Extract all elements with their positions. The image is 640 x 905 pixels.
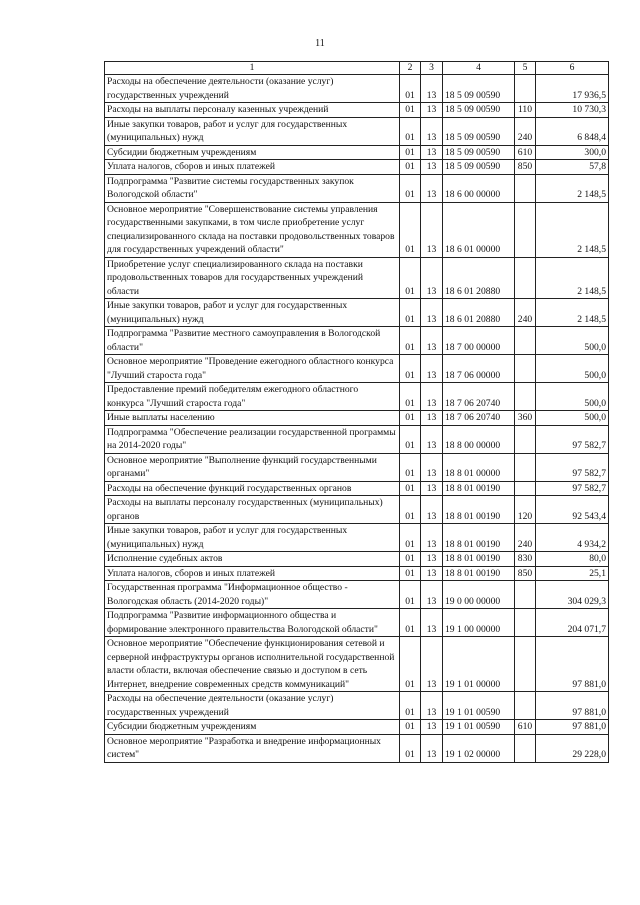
row-target-code: 18 5 09 00590 bbox=[443, 103, 515, 118]
row-target-code: 19 1 00 00000 bbox=[443, 609, 515, 637]
row-target-code: 18 7 06 20740 bbox=[443, 383, 515, 411]
row-subsection: 13 bbox=[421, 117, 443, 145]
row-name: Иные закупки товаров, работ и услуг для государственных (муниципальных) нужд bbox=[105, 524, 400, 552]
row-target-code: 18 8 01 00190 bbox=[443, 496, 515, 524]
row-amount: 29 228,0 bbox=[536, 734, 609, 762]
row-subsection: 13 bbox=[421, 734, 443, 762]
header-col-4: 4 bbox=[443, 62, 515, 75]
header-row bbox=[105, 62, 609, 75]
table-row bbox=[105, 202, 609, 257]
row-amount: 500,0 bbox=[536, 327, 609, 355]
row-target-code: 18 8 01 00000 bbox=[443, 453, 515, 481]
row-target-code: 18 7 00 00000 bbox=[443, 327, 515, 355]
row-amount: 4 934,2 bbox=[536, 524, 609, 552]
page-number: 11 bbox=[315, 38, 325, 49]
row-subsection: 13 bbox=[421, 496, 443, 524]
table-row bbox=[105, 383, 609, 411]
row-amount: 500,0 bbox=[536, 411, 609, 426]
row-subsection: 13 bbox=[421, 299, 443, 327]
row-name: Основное мероприятие "Выполнение функций государственными органами" bbox=[105, 453, 400, 481]
row-amount: 97 582,7 bbox=[536, 453, 609, 481]
row-target-code: 18 5 09 00590 bbox=[443, 160, 515, 175]
table-row bbox=[105, 145, 609, 160]
row-section: 01 bbox=[400, 552, 421, 567]
row-name: Иные закупки товаров, работ и услуг для государственных (муниципальных) нужд bbox=[105, 117, 400, 145]
budget-table bbox=[104, 61, 609, 763]
row-subsection: 13 bbox=[421, 75, 443, 103]
row-name: Уплата налогов, сборов и иных платежей bbox=[105, 160, 400, 175]
table-row bbox=[105, 327, 609, 355]
row-section: 01 bbox=[400, 481, 421, 496]
row-expense-type bbox=[515, 637, 536, 692]
row-target-code: 19 0 00 00000 bbox=[443, 581, 515, 609]
row-section: 01 bbox=[400, 327, 421, 355]
row-amount: 97 881,0 bbox=[536, 637, 609, 692]
row-expense-type: 850 bbox=[515, 566, 536, 581]
table-row bbox=[105, 552, 609, 567]
row-subsection: 13 bbox=[421, 383, 443, 411]
row-section: 01 bbox=[400, 524, 421, 552]
row-expense-type: 830 bbox=[515, 552, 536, 567]
table-row bbox=[105, 566, 609, 581]
row-target-code: 18 7 06 00000 bbox=[443, 355, 515, 383]
row-amount: 2 148,5 bbox=[536, 257, 609, 299]
row-expense-type bbox=[515, 355, 536, 383]
table-row bbox=[105, 174, 609, 202]
row-name: Расходы на обеспечение функций государственных органов bbox=[105, 481, 400, 496]
row-name: Основное мероприятие "Обеспечение функционирования сетевой и серверной инфраструктуры органов исполнительной государственной власти области, включая обеспечение связью и доступом в сеть Интернет, внедрение современных средств коммуникаций" bbox=[105, 637, 400, 692]
row-subsection: 13 bbox=[421, 552, 443, 567]
row-expense-type bbox=[515, 202, 536, 257]
row-section: 01 bbox=[400, 609, 421, 637]
row-subsection: 13 bbox=[421, 174, 443, 202]
row-target-code: 18 5 09 00590 bbox=[443, 117, 515, 145]
table-row bbox=[105, 411, 609, 426]
table-row bbox=[105, 355, 609, 383]
row-section: 01 bbox=[400, 453, 421, 481]
row-section: 01 bbox=[400, 174, 421, 202]
row-section: 01 bbox=[400, 734, 421, 762]
row-target-code: 19 1 02 00000 bbox=[443, 734, 515, 762]
row-section: 01 bbox=[400, 75, 421, 103]
row-name: Основное мероприятие "Совершенствование системы управления государственными закупками, в том числе приобретение услуг специализированного склада на поставки продовольственных товаров для государственных учреждений области" bbox=[105, 202, 400, 257]
row-amount: 2 148,5 bbox=[536, 202, 609, 257]
table-row bbox=[105, 637, 609, 692]
table-row bbox=[105, 299, 609, 327]
row-amount: 97 881,0 bbox=[536, 720, 609, 735]
row-subsection: 13 bbox=[421, 145, 443, 160]
row-expense-type bbox=[515, 174, 536, 202]
row-section: 01 bbox=[400, 103, 421, 118]
row-subsection: 13 bbox=[421, 160, 443, 175]
header-col-5: 5 bbox=[515, 62, 536, 75]
table-row bbox=[105, 496, 609, 524]
row-subsection: 13 bbox=[421, 524, 443, 552]
row-subsection: 13 bbox=[421, 103, 443, 118]
row-name: Подпрограмма "Развитие информационного общества и формирование электронного правительства Вологодской области" bbox=[105, 609, 400, 637]
row-subsection: 13 bbox=[421, 481, 443, 496]
header-col-3: 3 bbox=[421, 62, 443, 75]
table-row bbox=[105, 692, 609, 720]
row-name: Субсидии бюджетным учреждениям bbox=[105, 145, 400, 160]
row-expense-type: 610 bbox=[515, 720, 536, 735]
header-col-6: 6 bbox=[536, 62, 609, 75]
table-row bbox=[105, 481, 609, 496]
row-expense-type: 110 bbox=[515, 103, 536, 118]
row-target-code: 18 6 01 20880 bbox=[443, 257, 515, 299]
row-target-code: 18 5 09 00590 bbox=[443, 75, 515, 103]
row-target-code: 18 6 00 00000 bbox=[443, 174, 515, 202]
table-row bbox=[105, 103, 609, 118]
row-target-code: 19 1 01 00590 bbox=[443, 692, 515, 720]
row-section: 01 bbox=[400, 411, 421, 426]
row-amount: 304 029,3 bbox=[536, 581, 609, 609]
row-amount: 500,0 bbox=[536, 383, 609, 411]
row-amount: 17 936,5 bbox=[536, 75, 609, 103]
row-amount: 500,0 bbox=[536, 355, 609, 383]
row-target-code: 18 8 00 00000 bbox=[443, 425, 515, 453]
row-amount: 10 730,3 bbox=[536, 103, 609, 118]
row-section: 01 bbox=[400, 581, 421, 609]
row-name: Подпрограмма "Развитие системы государственных закупок Вологодской области" bbox=[105, 174, 400, 202]
row-section: 01 bbox=[400, 720, 421, 735]
table-row bbox=[105, 453, 609, 481]
row-subsection: 13 bbox=[421, 411, 443, 426]
row-name: Расходы на обеспечение деятельности (оказание услуг) государственных учреждений bbox=[105, 692, 400, 720]
row-amount: 25,1 bbox=[536, 566, 609, 581]
row-expense-type: 120 bbox=[515, 496, 536, 524]
row-name: Иные закупки товаров, работ и услуг для государственных (муниципальных) нужд bbox=[105, 299, 400, 327]
row-section: 01 bbox=[400, 202, 421, 257]
row-subsection: 13 bbox=[421, 425, 443, 453]
table-row bbox=[105, 257, 609, 299]
row-target-code: 18 7 06 20740 bbox=[443, 411, 515, 426]
row-name: Предоставление премий победителям ежегодного областного конкурса "Лучший староста года" bbox=[105, 383, 400, 411]
table-row bbox=[105, 75, 609, 103]
row-amount: 2 148,5 bbox=[536, 299, 609, 327]
row-target-code: 18 6 01 00000 bbox=[443, 202, 515, 257]
row-subsection: 13 bbox=[421, 453, 443, 481]
row-target-code: 18 8 01 00190 bbox=[443, 566, 515, 581]
row-section: 01 bbox=[400, 257, 421, 299]
table-row bbox=[105, 117, 609, 145]
table-row bbox=[105, 524, 609, 552]
row-section: 01 bbox=[400, 299, 421, 327]
row-subsection: 13 bbox=[421, 327, 443, 355]
row-name: Субсидии бюджетным учреждениям bbox=[105, 720, 400, 735]
row-subsection: 13 bbox=[421, 355, 443, 383]
row-section: 01 bbox=[400, 692, 421, 720]
row-expense-type bbox=[515, 453, 536, 481]
row-expense-type bbox=[515, 692, 536, 720]
row-name: Основное мероприятие "Разработка и внедрение информационных систем" bbox=[105, 734, 400, 762]
row-expense-type: 240 bbox=[515, 299, 536, 327]
row-name: Подпрограмма "Обеспечение реализации государственной программы на 2014-2020 годы" bbox=[105, 425, 400, 453]
row-subsection: 13 bbox=[421, 692, 443, 720]
row-name: Подпрограмма "Развитие местного самоуправления в Вологодской области" bbox=[105, 327, 400, 355]
table-row bbox=[105, 581, 609, 609]
row-name: Исполнение судебных актов bbox=[105, 552, 400, 567]
row-target-code: 19 1 01 00590 bbox=[443, 720, 515, 735]
header-col-1: 1 bbox=[105, 62, 400, 75]
row-expense-type: 360 bbox=[515, 411, 536, 426]
row-target-code: 18 8 01 00190 bbox=[443, 481, 515, 496]
row-subsection: 13 bbox=[421, 581, 443, 609]
row-subsection: 13 bbox=[421, 566, 443, 581]
row-section: 01 bbox=[400, 637, 421, 692]
row-section: 01 bbox=[400, 160, 421, 175]
table-row bbox=[105, 609, 609, 637]
row-target-code: 18 6 01 20880 bbox=[443, 299, 515, 327]
row-expense-type bbox=[515, 609, 536, 637]
row-expense-type: 240 bbox=[515, 117, 536, 145]
row-amount: 97 881,0 bbox=[536, 692, 609, 720]
row-name: Расходы на выплаты персоналу казенных учреждений bbox=[105, 103, 400, 118]
table-row bbox=[105, 720, 609, 735]
row-subsection: 13 bbox=[421, 609, 443, 637]
row-subsection: 13 bbox=[421, 202, 443, 257]
table-row bbox=[105, 734, 609, 762]
row-expense-type: 850 bbox=[515, 160, 536, 175]
row-name: Уплата налогов, сборов и иных платежей bbox=[105, 566, 400, 581]
row-amount: 6 848,4 bbox=[536, 117, 609, 145]
row-expense-type bbox=[515, 75, 536, 103]
row-target-code: 18 5 09 00590 bbox=[443, 145, 515, 160]
row-expense-type bbox=[515, 383, 536, 411]
row-section: 01 bbox=[400, 355, 421, 383]
row-name: Расходы на обеспечение деятельности (оказание услуг) государственных учреждений bbox=[105, 75, 400, 103]
row-target-code: 18 8 01 00190 bbox=[443, 524, 515, 552]
row-amount: 97 582,7 bbox=[536, 425, 609, 453]
row-expense-type bbox=[515, 734, 536, 762]
row-section: 01 bbox=[400, 117, 421, 145]
row-name: Расходы на выплаты персоналу государственных (муниципальных) органов bbox=[105, 496, 400, 524]
row-subsection: 13 bbox=[421, 637, 443, 692]
row-expense-type: 240 bbox=[515, 524, 536, 552]
row-subsection: 13 bbox=[421, 257, 443, 299]
row-section: 01 bbox=[400, 425, 421, 453]
row-name: Государственная программа "Информационное общество - Вологодская область (2014-2020 годы)" bbox=[105, 581, 400, 609]
row-amount: 80,0 bbox=[536, 552, 609, 567]
row-expense-type bbox=[515, 257, 536, 299]
row-amount: 2 148,5 bbox=[536, 174, 609, 202]
row-target-code: 19 1 01 00000 bbox=[443, 637, 515, 692]
row-expense-type bbox=[515, 425, 536, 453]
row-target-code: 18 8 01 00190 bbox=[443, 552, 515, 567]
row-section: 01 bbox=[400, 496, 421, 524]
row-amount: 92 543,4 bbox=[536, 496, 609, 524]
row-amount: 204 071,7 bbox=[536, 609, 609, 637]
table-row bbox=[105, 160, 609, 175]
row-section: 01 bbox=[400, 145, 421, 160]
row-name: Приобретение услуг специализированного склада на поставки продовольственных товаров для государственных учреждений области bbox=[105, 257, 400, 299]
table-row bbox=[105, 425, 609, 453]
row-subsection: 13 bbox=[421, 720, 443, 735]
row-section: 01 bbox=[400, 566, 421, 581]
row-expense-type: 610 bbox=[515, 145, 536, 160]
row-amount: 97 582,7 bbox=[536, 481, 609, 496]
row-amount: 57,8 bbox=[536, 160, 609, 175]
header-col-2: 2 bbox=[400, 62, 421, 75]
row-expense-type bbox=[515, 327, 536, 355]
row-expense-type bbox=[515, 581, 536, 609]
row-name: Основное мероприятие "Проведение ежегодного областного конкурса "Лучший староста года" bbox=[105, 355, 400, 383]
row-name: Иные выплаты населению bbox=[105, 411, 400, 426]
row-expense-type bbox=[515, 481, 536, 496]
row-section: 01 bbox=[400, 383, 421, 411]
row-amount: 300,0 bbox=[536, 145, 609, 160]
table-body bbox=[105, 75, 609, 763]
